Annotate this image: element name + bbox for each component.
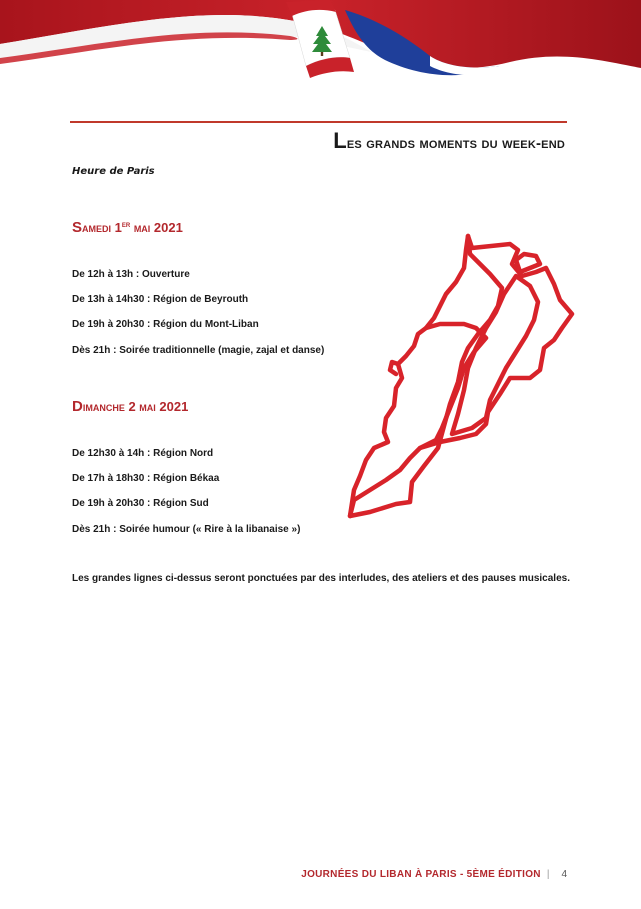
page-title <box>333 128 565 154</box>
lebanon-map-outline <box>340 228 580 528</box>
day-heading-initial: D <box>72 398 83 415</box>
schedule-item: De 12h30 à 14h : Région Nord <box>72 448 214 459</box>
page-number: 4 <box>561 869 567 880</box>
schedule-item: Dès 21h : Soirée traditionnelle (magie, zajal et danse) <box>72 345 325 356</box>
schedule-item: De 17h à 18h30 : Région Békaa <box>72 473 220 484</box>
flag-ribbon-banner <box>0 0 641 80</box>
page-title-initial: L <box>333 128 347 153</box>
schedule-item: De 12h à 13h : Ouverture <box>72 269 190 280</box>
day-heading-sunday <box>72 398 188 415</box>
schedule-item: De 13h à 14h30 : Région de Beyrouth <box>72 294 249 305</box>
title-rule <box>70 121 567 123</box>
schedule-item: Dès 21h : Soirée humour (« Rire à la libanaise ») <box>72 524 301 535</box>
closing-note: Les grandes lignes ci-dessus seront ponctuées par des interludes, des ateliers et des pauses musicales. <box>72 573 570 584</box>
footer-title: JOURNÉES DU LIBAN À PARIS - 5ÈME ÉDITION <box>301 869 541 880</box>
day-heading-saturday <box>72 219 183 236</box>
schedule-item: De 19h à 20h30 : Région Sud <box>72 498 209 509</box>
day-heading-initial: S <box>72 219 83 236</box>
footer-separator: | <box>546 869 550 880</box>
day-heading-rest: amedi 1 <box>82 220 122 235</box>
page-title-rest: es grands moments du week-end <box>346 135 565 152</box>
schedule-item: De 19h à 20h30 : Région du Mont-Liban <box>72 319 259 330</box>
day-heading-end: mai 2021 <box>130 220 183 235</box>
day-heading-rest: imanche 2 mai 2021 <box>82 399 189 414</box>
timezone-note: Heure de Paris <box>72 166 155 177</box>
day-heading-sup: er <box>121 220 131 229</box>
page-footer <box>301 869 567 880</box>
